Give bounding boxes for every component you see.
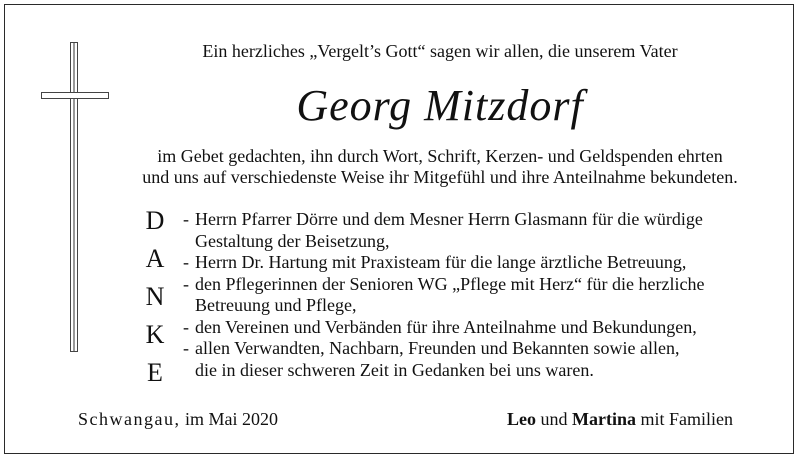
signer-2: Martina	[572, 409, 636, 429]
list-item: - den Vereinen und Verbänden für ihre Anteilnahme und Bekundungen,	[183, 316, 697, 337]
danke-letter: E	[147, 358, 163, 387]
list-item: - Herrn Dr. Hartung mit Praxisteam für die lange ärztliche Betreuung,	[183, 252, 687, 272]
cross-bar	[41, 92, 109, 99]
thanks-list	[183, 209, 773, 381]
thanks-line-2: und uns auf verschiedenste Weise ihr Mitgefühl und ihre Anteilnahme bekundeten.	[142, 167, 738, 187]
thanks-paragraph	[95, 146, 785, 188]
cross-icon	[70, 42, 78, 352]
deceased-name: Georg Mitzdorf	[296, 81, 584, 130]
place: Schwangau,	[78, 409, 181, 429]
intro-text: Ein herzliches „Vergelt’s Gott“ sagen wir allen, die unserem Vater	[202, 41, 678, 61]
signature: Leo und Martina mit Familien	[507, 409, 733, 429]
signer-1: Leo	[507, 409, 537, 429]
list-item: - allen Verwandten, Nachbarn, Freunden und Bekannten sowie allen, die in dieser schweren Zeit in Gedanken bei uns waren.	[183, 338, 680, 380]
list-item: - den Pflegerinnen der Senioren WG „Pflege mit Herz“ für die herzliche Betreuung und Pflege,	[183, 273, 705, 315]
danke-letter: A	[145, 244, 165, 273]
danke-letter: N	[145, 282, 165, 311]
list-item: - Herrn Pfarrer Dörre und dem Mesner Herrn Glasmann für die würdige Gestaltung der Beisetzung,	[183, 209, 703, 251]
danke-letter: D	[145, 206, 165, 235]
place-date	[78, 409, 278, 430]
danke-letter: K	[145, 320, 165, 349]
thanks-line-1: im Gebet gedachten, ihn durch Wort, Schrift, Kerzen- und Geldspenden ehrten	[157, 146, 723, 166]
date: im Mai 2020	[184, 409, 278, 429]
